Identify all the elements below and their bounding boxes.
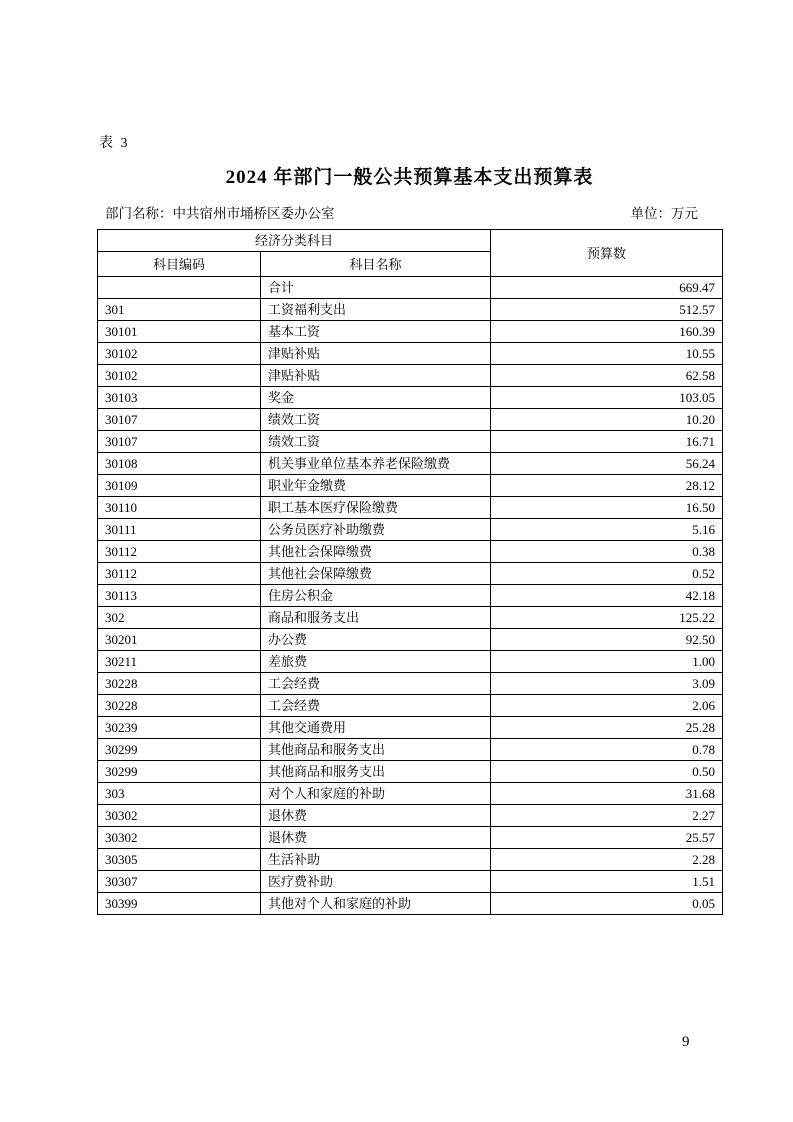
- cell-budget-amount: 10.20: [491, 409, 723, 431]
- cell-subject-name: 工资福利支出: [261, 299, 491, 321]
- meta-row: [97, 202, 722, 222]
- cell-budget-amount: 25.28: [491, 717, 723, 739]
- unit-label: 单位：万元: [630, 206, 698, 221]
- header-subject-name: 科目名称: [261, 252, 491, 277]
- cell-budget-amount: 5.16: [491, 519, 723, 541]
- cell-subject-name: 生活补助: [261, 849, 491, 871]
- cell-subject-name: 职业年金缴费: [261, 475, 491, 497]
- cell-budget-amount: 28.12: [491, 475, 723, 497]
- table-row: [98, 871, 723, 893]
- table-row: [98, 563, 723, 585]
- cell-subject-code: 30302: [98, 805, 261, 827]
- cell-budget-amount: 31.68: [491, 783, 723, 805]
- table-row: [98, 299, 723, 321]
- table-row: [98, 827, 723, 849]
- header-subject-code: 科目编码: [98, 252, 261, 277]
- cell-subject-code: 30102: [98, 343, 261, 365]
- cell-budget-amount: 16.50: [491, 497, 723, 519]
- cell-subject-name: 其他对个人和家庭的补助: [261, 893, 491, 915]
- cell-budget-amount: 103.05: [491, 387, 723, 409]
- cell-subject-name: 退休费: [261, 805, 491, 827]
- cell-budget-amount: 10.55: [491, 343, 723, 365]
- table-row: [98, 717, 723, 739]
- table-row: [98, 761, 723, 783]
- cell-subject-name: 津贴补贴: [261, 343, 491, 365]
- cell-budget-amount: 0.78: [491, 739, 723, 761]
- table-row: [98, 673, 723, 695]
- cell-subject-code: 30101: [98, 321, 261, 343]
- cell-subject-code: 30307: [98, 871, 261, 893]
- cell-subject-code: 30201: [98, 629, 261, 651]
- page-title: 2024 年部门一般公共预算基本支出预算表: [225, 167, 594, 188]
- cell-subject-name: 工会经费: [261, 695, 491, 717]
- cell-subject-name: 合计: [261, 277, 491, 299]
- table-row: [98, 497, 723, 519]
- cell-budget-amount: 125.22: [491, 607, 723, 629]
- budget-table: [97, 229, 723, 915]
- cell-subject-code: 30302: [98, 827, 261, 849]
- table-row: [98, 893, 723, 915]
- cell-subject-code: 30228: [98, 695, 261, 717]
- cell-budget-amount: 62.58: [491, 365, 723, 387]
- table-row: [98, 783, 723, 805]
- cell-subject-name: 绩效工资: [261, 431, 491, 453]
- cell-subject-code: 30107: [98, 431, 261, 453]
- cell-subject-name: 差旅费: [261, 651, 491, 673]
- cell-subject-name: 基本工资: [261, 321, 491, 343]
- cell-subject-name: 对个人和家庭的补助: [261, 783, 491, 805]
- header-budget-amount: 预算数: [491, 230, 723, 277]
- cell-subject-code: 30102: [98, 365, 261, 387]
- cell-subject-name: 住房公积金: [261, 585, 491, 607]
- cell-subject-name: 其他商品和服务支出: [261, 761, 491, 783]
- page-number: 9: [682, 1034, 690, 1050]
- cell-budget-amount: 0.38: [491, 541, 723, 563]
- cell-budget-amount: 1.51: [491, 871, 723, 893]
- department-name: [97, 202, 335, 222]
- cell-budget-amount: 3.09: [491, 673, 723, 695]
- cell-budget-amount: 669.47: [491, 277, 723, 299]
- cell-budget-amount: 0.52: [491, 563, 723, 585]
- cell-subject-code: 30211: [98, 651, 261, 673]
- table-row: [98, 585, 723, 607]
- table-header-row-group: [98, 230, 723, 252]
- cell-subject-code: 30305: [98, 849, 261, 871]
- table-row: [98, 277, 723, 299]
- cell-budget-amount: 16.71: [491, 431, 723, 453]
- cell-subject-code: 30112: [98, 541, 261, 563]
- table-row: [98, 475, 723, 497]
- cell-budget-amount: 2.06: [491, 695, 723, 717]
- table-body: [98, 277, 723, 915]
- cell-budget-amount: 160.39: [491, 321, 723, 343]
- cell-subject-code: 30239: [98, 717, 261, 739]
- cell-subject-name: 公务员医疗补助缴费: [261, 519, 491, 541]
- table-row: [98, 409, 723, 431]
- cell-budget-amount: 0.50: [491, 761, 723, 783]
- cell-subject-code: 30299: [98, 739, 261, 761]
- cell-subject-name: 其他社会保障缴费: [261, 563, 491, 585]
- cell-budget-amount: 2.27: [491, 805, 723, 827]
- cell-subject-code: 30399: [98, 893, 261, 915]
- table-row: [98, 519, 723, 541]
- table-row: [98, 629, 723, 651]
- cell-budget-amount: 42.18: [491, 585, 723, 607]
- cell-subject-name: 其他商品和服务支出: [261, 739, 491, 761]
- cell-subject-code: 30110: [98, 497, 261, 519]
- table-row: [98, 365, 723, 387]
- table-row: [98, 541, 723, 563]
- table-row: [98, 739, 723, 761]
- department-label: 部门名称：: [105, 206, 173, 221]
- cell-budget-amount: 25.57: [491, 827, 723, 849]
- header-economic-classification: 经济分类科目: [98, 230, 491, 252]
- cell-subject-name: 机关事业单位基本养老保险缴费: [261, 453, 491, 475]
- cell-subject-code: [98, 277, 261, 299]
- department-value: 中共宿州市埇桥区委办公室: [172, 206, 335, 221]
- cell-subject-code: 30108: [98, 453, 261, 475]
- cell-subject-code: 30109: [98, 475, 261, 497]
- cell-subject-code: 301: [98, 299, 261, 321]
- cell-subject-code: 30103: [98, 387, 261, 409]
- table-row: [98, 453, 723, 475]
- cell-subject-code: 302: [98, 607, 261, 629]
- table-row: [98, 387, 723, 409]
- cell-budget-amount: 92.50: [491, 629, 723, 651]
- cell-subject-code: 303: [98, 783, 261, 805]
- cell-subject-code: 30299: [98, 761, 261, 783]
- cell-subject-name: 津贴补贴: [261, 365, 491, 387]
- table-row: [98, 431, 723, 453]
- cell-budget-amount: 1.00: [491, 651, 723, 673]
- table-row: [98, 651, 723, 673]
- cell-budget-amount: 56.24: [491, 453, 723, 475]
- cell-subject-code: 30228: [98, 673, 261, 695]
- table-row: [98, 321, 723, 343]
- table-row: [98, 607, 723, 629]
- cell-subject-name: 医疗费补助: [261, 871, 491, 893]
- cell-subject-name: 商品和服务支出: [261, 607, 491, 629]
- table-label: 表 3: [99, 136, 130, 151]
- cell-subject-code: 30113: [98, 585, 261, 607]
- cell-subject-name: 其他交通费用: [261, 717, 491, 739]
- table-row: [98, 343, 723, 365]
- table-row: [98, 805, 723, 827]
- cell-subject-name: 职工基本医疗保险缴费: [261, 497, 491, 519]
- cell-subject-name: 其他社会保障缴费: [261, 541, 491, 563]
- cell-subject-code: 30112: [98, 563, 261, 585]
- cell-subject-name: 工会经费: [261, 673, 491, 695]
- cell-subject-name: 退休费: [261, 827, 491, 849]
- cell-subject-name: 绩效工资: [261, 409, 491, 431]
- cell-subject-code: 30111: [98, 519, 261, 541]
- cell-budget-amount: 512.57: [491, 299, 723, 321]
- cell-subject-name: 办公费: [261, 629, 491, 651]
- cell-budget-amount: 2.28: [491, 849, 723, 871]
- cell-budget-amount: 0.05: [491, 893, 723, 915]
- table-row: [98, 695, 723, 717]
- cell-subject-code: 30107: [98, 409, 261, 431]
- cell-subject-name: 奖金: [261, 387, 491, 409]
- table-row: [98, 849, 723, 871]
